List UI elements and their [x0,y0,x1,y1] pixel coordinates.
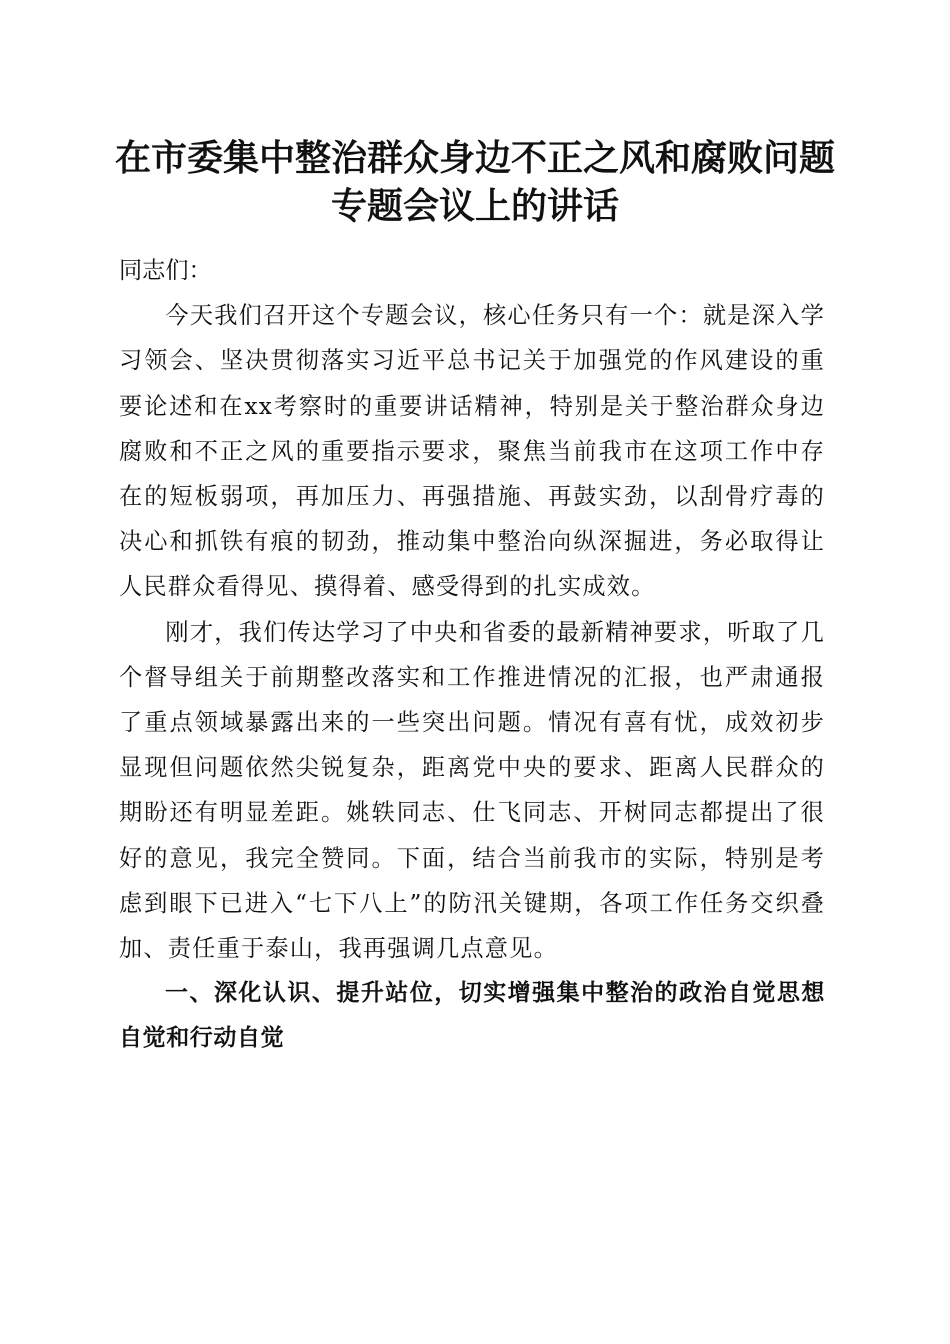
section-heading-1: 一、深化认识、提升站位，切实增强集中整治的政治自觉思想自觉和行动自觉 [119,980,825,1052]
document-body [119,248,825,1062]
paragraph-2: 刚才，我们传达学习了中央和省委的最新精神要求，听取了几个督导组关于前期整改落实和工作推进情况的汇报，也严肃通报了重点领域暴露出来的一些突出问题。情况有喜有忧，成效初步显现但问题依然尖锐复杂，距离党中央的要求、距离人民群众的期盼还有明显差距。姚轶同志、仕飞同志、开树同志都提出了很好的意见，我完全赞同。下面，结合当前我市的实际，特别是考虑到眼下已进入“七下八上”的防汛关键期，各项工作任务交织叠加、责任重于泰山，我再强调几点意见。 [119,618,825,963]
document-title [100,134,850,230]
title-line-2: 专题会议上的讲话 [330,185,619,227]
salutation: 同志们： [119,257,212,284]
paragraph-1: 今天我们召开这个专题会议，核心任务只有一个：就是深入学习领会、坚决贯彻落实习近平总书记关于加强党的作风建设的重要论述和在xx考察时的重要讲话精神，特别是关于整治群众身边腐败和不正之风的重要指示要求，聚焦当前我市在这项工作中存在的短板弱项，再加压力、再强措施、再鼓实劲，以刮骨疗毒的决心和抓铁有痕的韧劲，推动集中整治向纵深掘进，务必取得让人民群众看得见、摸得着、感受得到的扎实成效。 [119,302,825,601]
title-line-1: 在市委集中整治群众身边不正之风和腐败问题 [114,137,835,179]
